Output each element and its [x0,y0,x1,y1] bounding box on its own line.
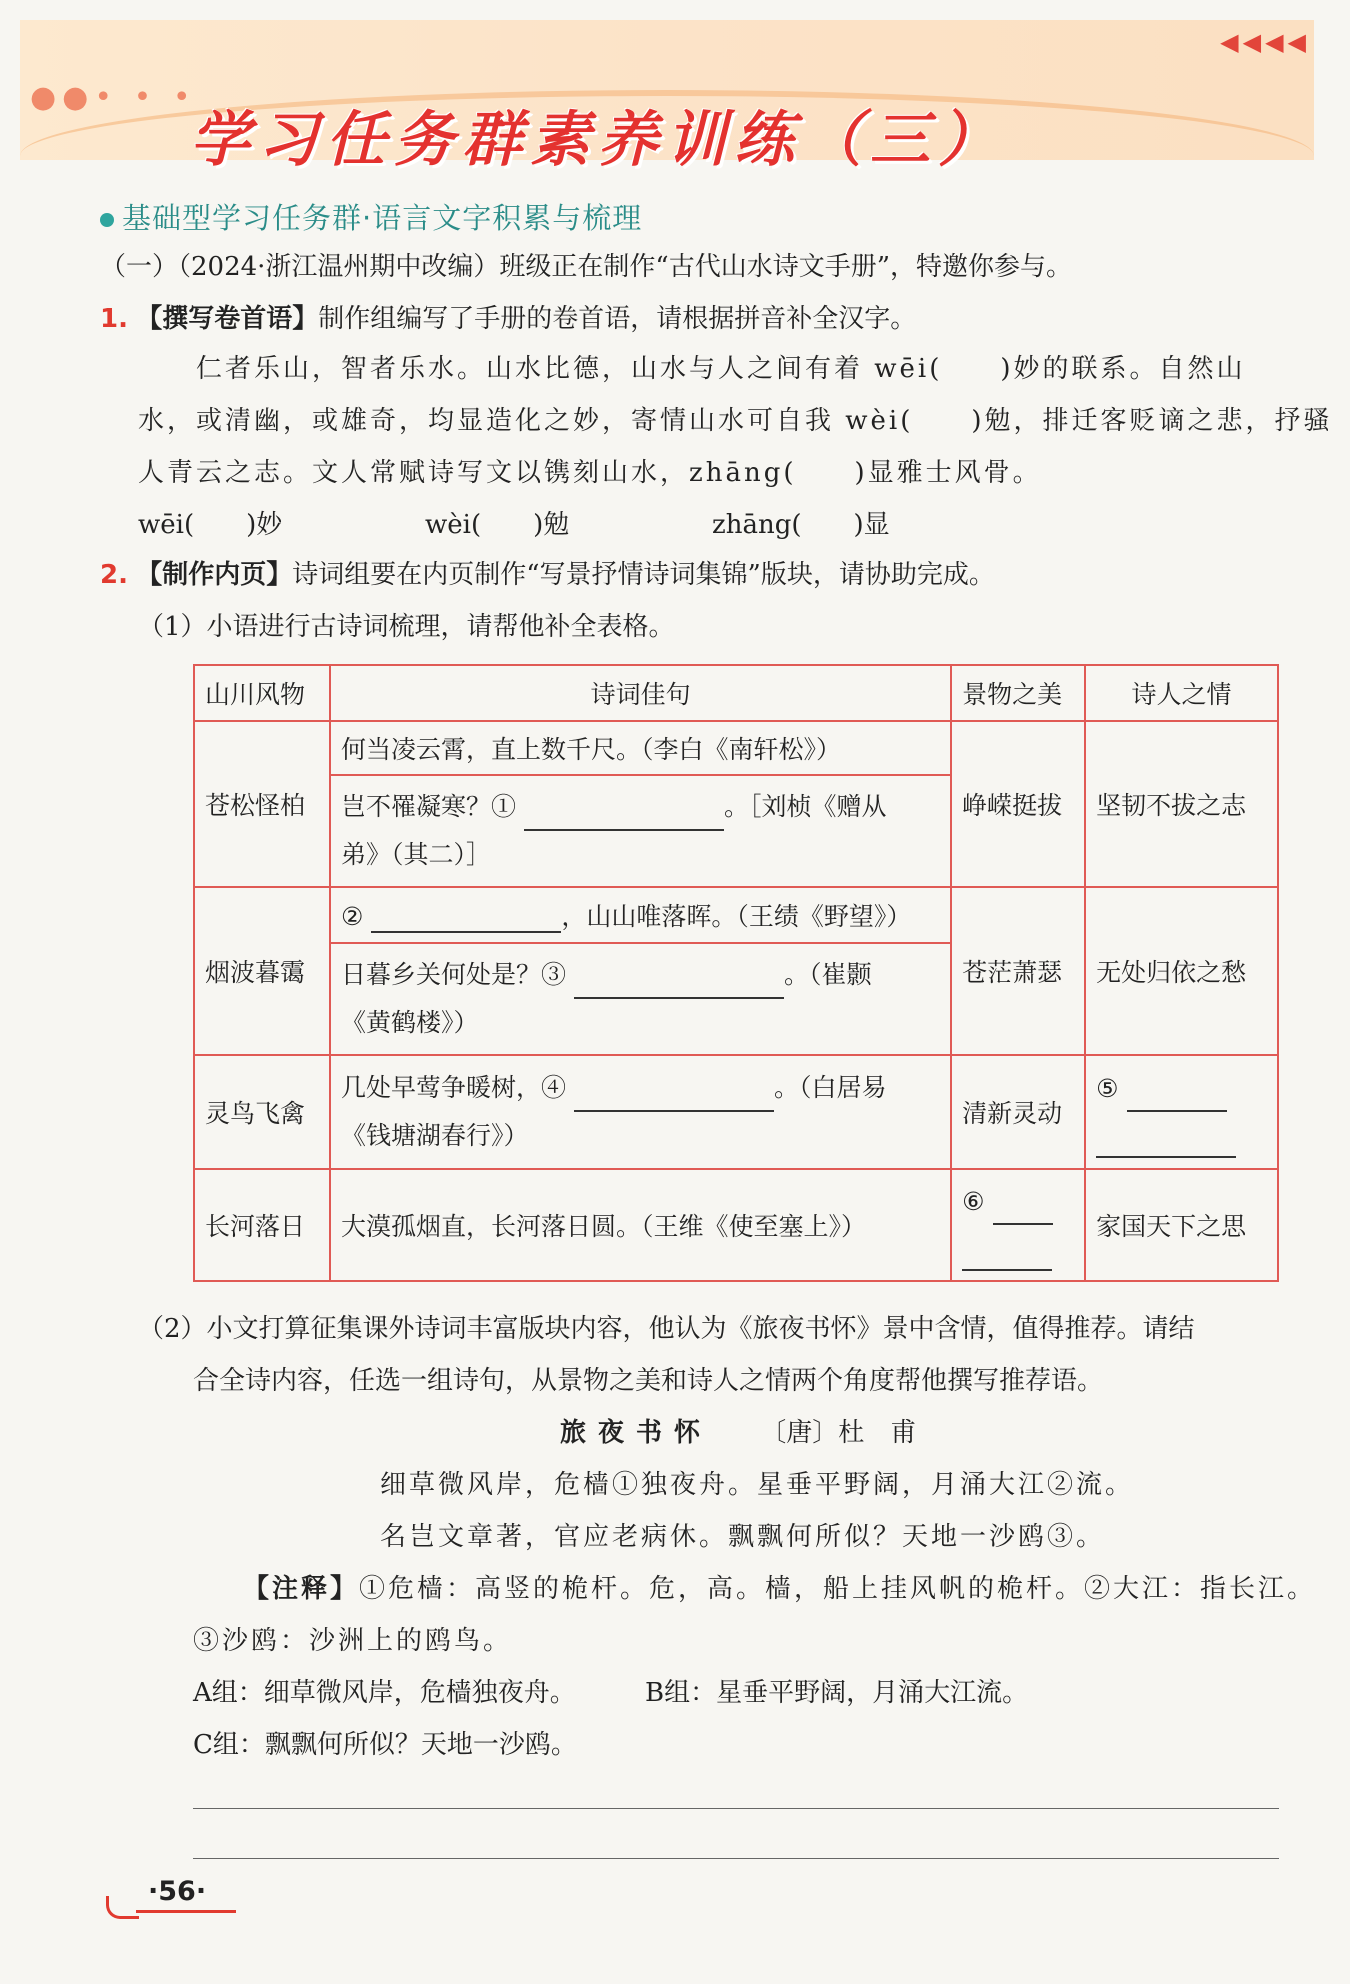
verse-cell [330,1055,951,1169]
page-title: 学习任务群素养训练（三） [190,105,1006,175]
answer-blank-5b[interactable] [1096,1132,1236,1158]
table-header: 景物之美 [951,665,1085,721]
row-category: 灵鸟飞禽 [194,1055,330,1169]
passage-line-1: 仁者乐山，智者乐水。山水比德，山水与人之间有着 wēi( )妙的联系。自然山 [196,354,1246,384]
table-header: 诗人之情 [1085,665,1278,721]
poem-heading [560,1418,916,1448]
verse-text: 。（白居易 [773,1073,887,1102]
answer-blank-3[interactable] [574,973,784,999]
emotion-cell: 坚韧不拔之志 [1085,721,1278,887]
bullet-icon [100,213,114,227]
scenery-cell: 峥嵘挺拔 [951,721,1085,887]
table-header: 诗词佳句 [330,665,951,721]
notes-line-2: ③沙鸥：沙洲上的鸥鸟。 [193,1626,513,1656]
verse-text: ② [341,902,364,931]
poem-line-2: 名岂文章著，官应老病休。飘飘何所似？天地一沙鸥③。 [380,1522,1106,1552]
verse-text: ，山山唯落晖。（王绩《野望》） [561,902,912,931]
answer-blank-4[interactable] [574,1086,774,1112]
emotion-cell [1085,1055,1278,1169]
verse-text: 。（崔颢 [783,960,872,989]
blank-number: ⑤ [1096,1074,1119,1103]
answer-blank-2[interactable] [371,907,561,933]
poem-line-1: 细草微风岸，危樯①独夜舟。星垂平野阔，月涌大江②流。 [380,1470,1135,1500]
notes-line-1 [243,1574,1316,1604]
group-b: B组：星垂平野阔，月涌大江流。 [645,1678,1029,1708]
scenery-cell: 苍茫萧瑟 [951,887,1085,1055]
verse-text: 岂不罹凝寒？① [341,792,517,821]
question-text: 制作组编写了手册的卷首语，请根据拼音补全汉字。 [318,304,917,334]
answer-blank-5[interactable] [1127,1086,1227,1112]
answer-wei-mian[interactable]: wèi( )勉 [425,510,570,540]
page-number: ·56· [148,1876,207,1907]
poem-author: 〔唐〕杜 甫 [760,1418,917,1448]
section-heading [100,196,642,237]
answer-blank-1[interactable] [524,805,724,831]
blank-number: ⑥ [962,1187,985,1216]
answer-wei-miao[interactable]: wēi( )妙 [138,510,283,540]
table-row [194,1055,1278,1169]
verse-text: 日暮乡关何处是？③ [341,960,567,989]
question-text: 诗词组要在内页制作“写景抒情诗词集锦”版块，请协助完成。 [292,560,995,590]
section-heading-text: 基础型学习任务群·语言文字积累与梳理 [122,201,643,235]
sub-question-1: （1）小语进行古诗词梳理，请帮他补全表格。 [138,612,675,642]
verse-cell [330,775,951,887]
scenery-cell: 清新灵动 [951,1055,1085,1169]
group-a: A组：细草微风岸，危樯独夜舟。 [193,1678,576,1708]
notes-text: ①危樯：高竖的桅杆。危，高。樯，船上挂风帆的桅杆。②大江：指长江。 [359,1574,1317,1604]
verse-cell [330,943,951,1055]
table-row [194,1169,1278,1281]
passage-line-3: 人青云之志。文人常赋诗写文以镌刻山水，zhāng( )显雅士风骨。 [138,458,1042,488]
poem-title: 旅夜书怀 [560,1418,713,1448]
question-2 [100,560,995,590]
emotion-cell: 无处归依之愁 [1085,887,1278,1055]
table-row [194,721,1278,775]
question-number: 1. [100,304,128,334]
poetry-table [193,664,1279,1282]
table-header-row [194,665,1278,721]
notes-tag: 【注释】 [243,1574,360,1604]
sub-question-2-line-2: 合全诗内容，任选一组诗句，从景物之美和诗人之情两个角度帮他撰写推荐语。 [193,1366,1104,1396]
banner-dots-decoration: ●●• • • [30,80,197,115]
verse-text: 。［刘桢《赠从 [723,792,887,821]
verse-cell: 何当凌云霄，直上数千尺。（李白《南轩松》） [330,721,951,775]
answer-zhang-xian[interactable]: zhāng( )显 [712,510,890,540]
row-category: 烟波暮霭 [194,887,330,1055]
scenery-cell [951,1169,1085,1281]
page-number-decoration [106,1896,139,1919]
verse-text: 《黄鹤楼》） [341,1008,479,1037]
answer-blank-6b[interactable] [962,1245,1052,1271]
page-number-underline [136,1910,236,1913]
banner-arrows-icon: ◀◀◀◀ [1220,28,1310,56]
table-header: 山川风物 [194,665,330,721]
question-number: 2. [100,560,128,590]
row-category: 长河落日 [194,1169,330,1281]
verse-cell: 大漠孤烟直，长河落日圆。（王维《使至塞上》） [330,1169,951,1281]
answer-line-1[interactable] [193,1808,1279,1809]
question-tag: 【制作内页】 [136,560,293,590]
emotion-cell: 家国天下之思 [1085,1169,1278,1281]
header-banner [20,20,1314,175]
verse-text: 几处早莺争暖树，④ [341,1073,567,1102]
answer-line-2[interactable] [193,1858,1279,1859]
question-1 [100,304,916,334]
table-row [194,887,1278,943]
sub-question-2-line-1: （2）小文打算征集课外诗词丰富版块内容，他认为《旅夜书怀》景中含情，值得推荐。请结 [138,1314,1195,1344]
verse-text: 《钱塘湖春行》） [341,1121,529,1150]
question-tag: 【撰写卷首语】 [136,304,319,334]
row-category: 苍松怪柏 [194,721,330,887]
verse-cell [330,887,951,943]
passage-line-2: 水，或清幽，或雄奇，均显造化之妙，寄情山水可自我 wèi( )勉，排迁客贬谪之悲，抒骚 [138,406,1333,436]
verse-text: 弟》（其二）］ [341,840,492,869]
answer-blank-6[interactable] [993,1199,1053,1225]
group-c: C组：飘飘何所似？天地一沙鸥。 [193,1730,577,1760]
intro-text: （一）（2024·浙江温州期中改编）班级正在制作“古代山水诗文手册”，特邀你参与。 [100,252,1073,282]
